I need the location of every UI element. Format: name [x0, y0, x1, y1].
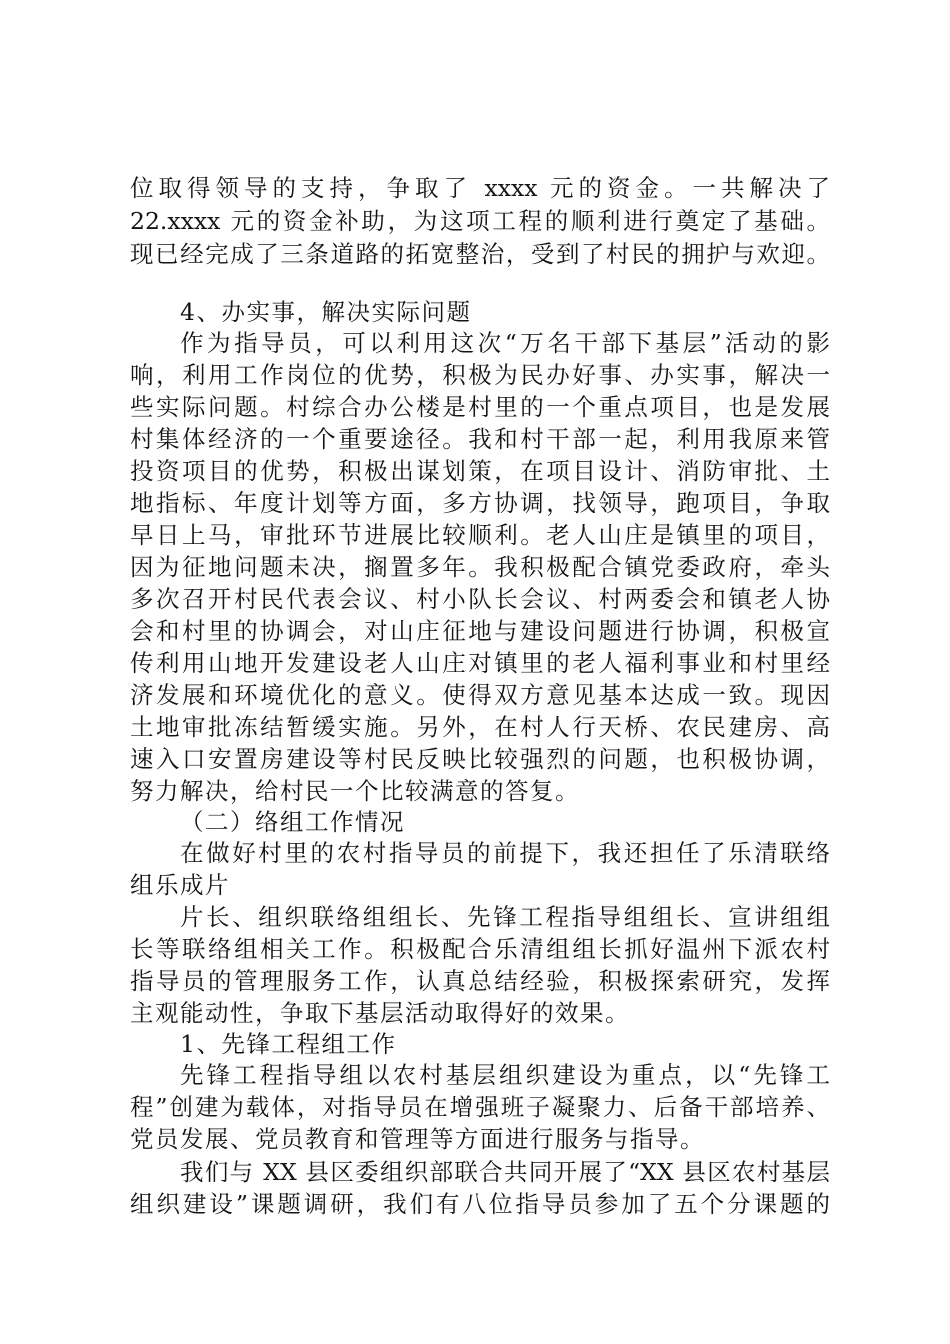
paragraph-line: 响，利用工作岗位的优势，积极为民办好事、办实事，解决一 — [130, 361, 830, 389]
paragraph-line: 多次召开村民代表会议、村小队长会议、村两委会和镇老人协 — [130, 585, 830, 613]
paragraph-line: 位取得领导的支持，争取了 xxxx 元的资金。一共解决了 — [130, 174, 830, 202]
paragraph-line: 速入口安置房建设等村民反映比较强烈的问题，也积极协调， — [130, 745, 830, 773]
section-heading: 1、先锋工程组工作 — [180, 1030, 397, 1058]
section-heading: 4、办实事，解决实际问题 — [180, 298, 472, 326]
paragraph-line: 因为征地问题未决，搁置多年。我积极配合镇党委政府，牵头 — [130, 553, 830, 581]
paragraph-line: 村集体经济的一个重要途径。我和村干部一起，利用我原来管 — [130, 425, 830, 453]
paragraph-line: 主观能动性，争取下基层活动取得好的效果。 — [130, 999, 630, 1027]
paragraph-line: 先锋工程指导组以农村基层组织建设为重点，以“先锋工 — [180, 1061, 830, 1089]
paragraph-line: 在做好村里的农村指导员的前提下，我还担任了乐清联络 — [180, 839, 830, 867]
paragraph-line: 22.xxxx 元的资金补助，为这项工程的顺利进行奠定了基础。 — [130, 207, 830, 235]
paragraph-line: 片长、组织联络组组长、先锋工程指导组组长、宣讲组组 — [180, 903, 830, 931]
paragraph-line: 早日上马，审批环节进展比较顺利。老人山庄是镇里的项目， — [130, 521, 830, 549]
paragraph-line: 组乐成片 — [130, 871, 230, 899]
paragraph-line: 地指标、年度计划等方面，多方协调，找领导，跑项目，争取 — [130, 489, 830, 517]
paragraph-line: 土地审批冻结暂缓实施。另外，在村人行天桥、农民建房、高 — [130, 713, 830, 741]
paragraph-line: 投资项目的优势，积极出谋划策，在项目设计、消防审批、土 — [130, 457, 830, 485]
paragraph-line: 指导员的管理服务工作，认真总结经验，积极探索研究，发挥 — [130, 967, 830, 995]
paragraph-line: 现已经完成了三条道路的拓宽整治，受到了村民的拥护与欢迎。 — [130, 240, 830, 268]
paragraph-line: 作为指导员，可以利用这次“万名干部下基层”活动的影 — [180, 329, 830, 357]
paragraph-line: 些实际问题。村综合办公楼是村里的一个重点项目，也是发展 — [130, 393, 830, 421]
paragraph-line: 党员发展、党员教育和管理等方面进行服务与指导。 — [130, 1125, 705, 1153]
paragraph-line: 组织建设”课题调研，我们有八位指导员参加了五个分课题的 — [130, 1190, 830, 1218]
paragraph-line: 长等联络组相关工作。积极配合乐清组组长抓好温州下派农村 — [130, 935, 830, 963]
section-heading: （二）络组工作情况 — [180, 808, 405, 836]
paragraph-line: 济发展和环境优化的意义。使得双方意见基本达成一致。现因 — [130, 681, 830, 709]
paragraph-line: 程”创建为载体，对指导员在增强班子凝聚力、后备干部培养、 — [130, 1093, 830, 1121]
paragraph-line: 会和村里的协调会，对山庄征地与建设问题进行协调，积极宣 — [130, 617, 830, 645]
paragraph-line: 努力解决，给村民一个比较满意的答复。 — [130, 777, 580, 805]
paragraph-line: 我们与 XX 县区委组织部联合共同开展了“XX 县区农村基层 — [180, 1158, 830, 1186]
paragraph-line: 传利用山地开发建设老人山庄对镇里的老人福利事业和村里经 — [130, 649, 830, 677]
